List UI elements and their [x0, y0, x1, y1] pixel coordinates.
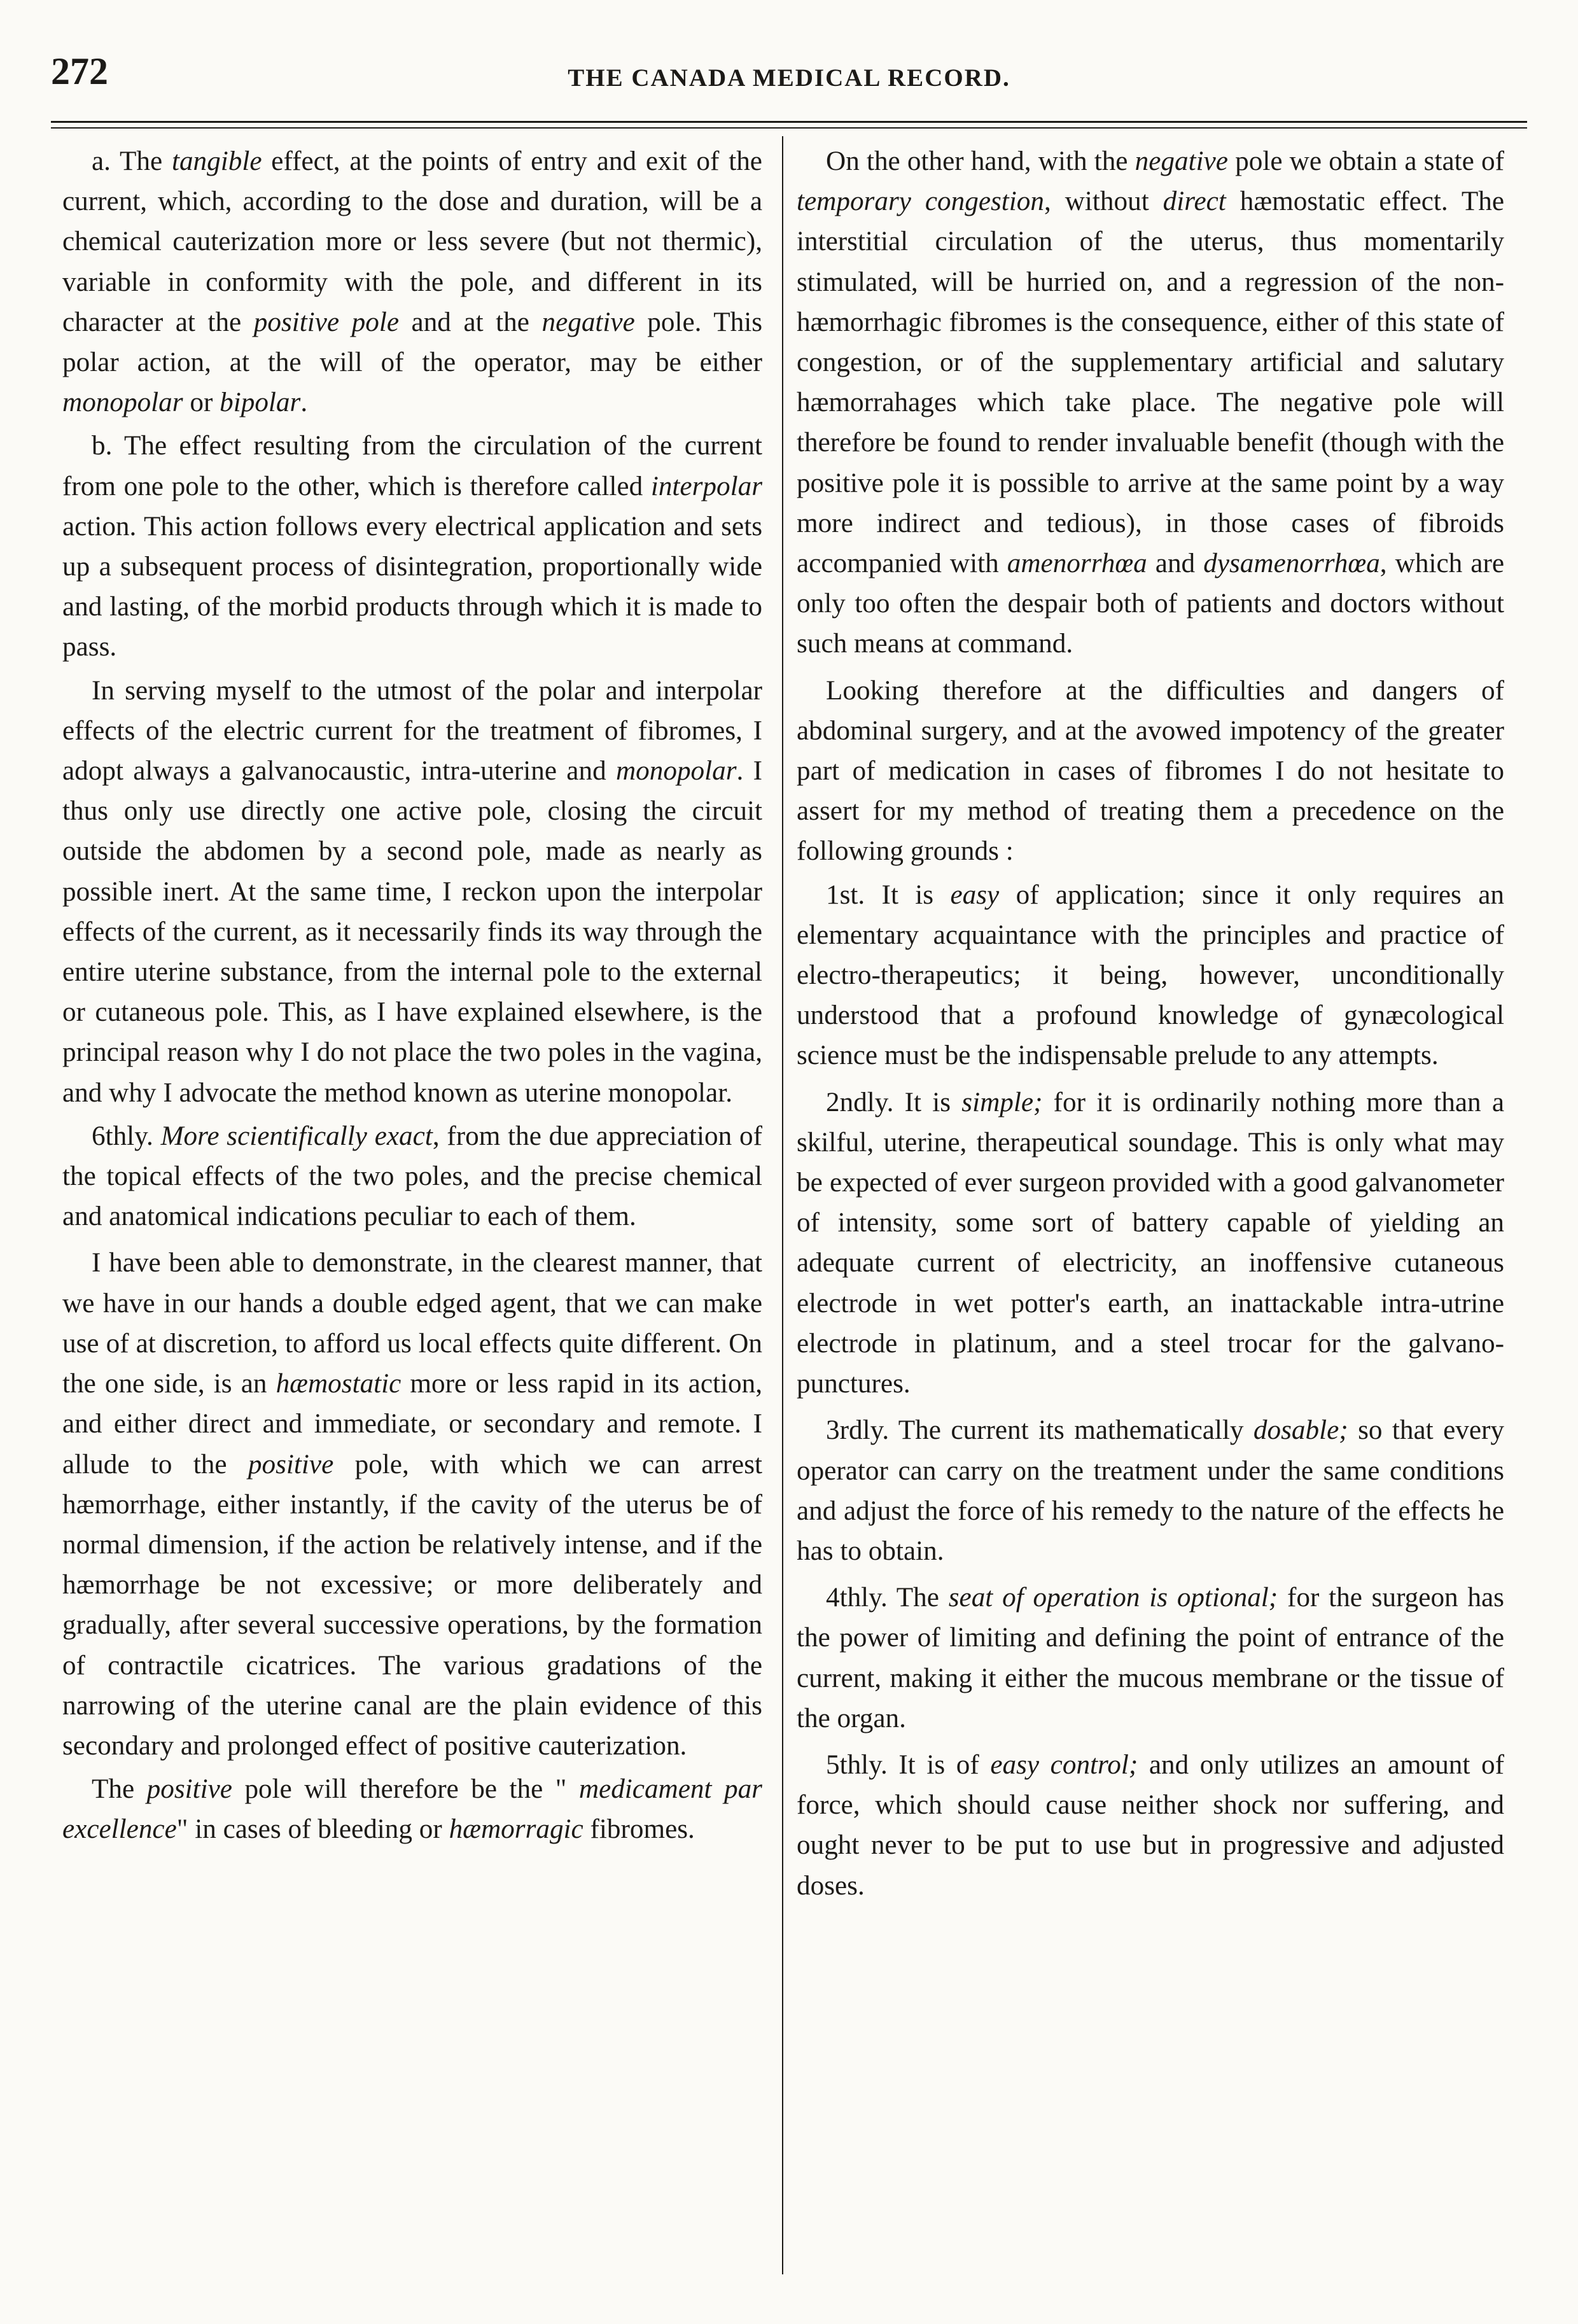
text-run: and at the	[399, 307, 542, 337]
text-run: pole. This polar action, at the will of the operator, may be either	[62, 307, 763, 378]
paragraph	[797, 141, 1504, 664]
text-run: and	[1147, 549, 1204, 579]
text-run: so that every operator can carry on the treatment under the same conditions and adjust the force of his remedy to the nature of the effects he has to obtain.	[797, 1415, 1504, 1566]
paragraph	[62, 1116, 762, 1237]
text-run: for it is ordinarily nothing more than a skilful, uterine, therapeutical soundage. This is only what may be expected of ever surgeon provided with a good galvanometer of intensity, some sort of battery capable of yielding an adequate current of electricity, an inoffensive cutaneous electrode in wet potter's earth, an inattackable intra-utrine electrode in platinum, and a steel trocar for the galvano-punctures.	[797, 1087, 1504, 1399]
text-run: " in cases of bleeding or	[176, 1814, 449, 1845]
italic-text: More scientifically exact	[160, 1121, 433, 1151]
paragraph	[62, 671, 762, 1113]
text-run: . I thus only use directly one active pole, closing the circuit outside the abdomen by a second pole, made as nearly as possible inert. At the same time, I reckon upon the interpolar effects of the current, as it necessarily finds its way through the entire uterine substance, from the internal pole to the external or cutaneous pole. This, as I have explained elsewhere, is the principal reason why I do not place the two poles in the vagina, and why I advocate the method known as uterine monopolar.	[62, 756, 762, 1108]
text-run: for the surgeon has the power of limiting and defining the point of entrance of the current, making it either the mucous membrane or the tissue of the organ.	[797, 1583, 1504, 1733]
text-run: pole we obtain a state of	[1227, 146, 1504, 176]
text-run: a. The	[92, 146, 172, 176]
text-run: of application; since it only requires an elementary acquaintance with the principles and practice of electro-therapeutics; it being, however, unconditionally understood that a profound knowledge of gynæcological science must be the indispensable prelude to any attempts.	[797, 879, 1504, 1071]
text-run: , which are only too often the despair both of patients and doctors without such means at command.	[797, 549, 1504, 659]
italic-text: monopolar	[615, 756, 737, 787]
italic-text: bipolar	[220, 388, 301, 418]
paragraph	[797, 1082, 1504, 1404]
italic-text: easy control;	[990, 1749, 1138, 1780]
italic-text: positive	[248, 1449, 334, 1480]
text-run: effect, at the points of entry and exit of the current, which, according to the dose and duration, will be a chemical cauterization more or less severe (but not thermic), variable in conformity with the pole, and different in its character at the	[62, 146, 762, 337]
italic-text: seat of operation is optional;	[948, 1583, 1278, 1613]
italic-text: interpolar	[650, 471, 762, 501]
header-rule	[51, 121, 1527, 123]
italic-text: direct	[1163, 186, 1226, 217]
text-run: and only utilizes an amount of force, which should cause neither shock nor suffering, and ought never to be put to use but in progressive and adjusted doses.	[797, 1749, 1504, 1901]
text-run: action. This action follows every electrical application and sets up a subsequent process of disintegration, proportionally wide and lasting, of the morbid products through which it is made to pass.	[62, 511, 762, 662]
text-run: more or less rapid in its action, and either direct and immediate, or secondary and remote. I allude to the	[62, 1369, 762, 1480]
header-rule-thin	[51, 127, 1527, 129]
text-run: I have been able to demonstrate, in the clearest manner, that we have in our hands a double edged agent, that we can make use of at discretion, to afford us local effects quite different. On the one side, is an	[62, 1248, 762, 1399]
page-header	[51, 50, 1527, 107]
italic-text: hæmostatic	[276, 1369, 401, 1399]
italic-text: monopolar	[62, 388, 183, 418]
text-run: In serving myself to the utmost of the polar and interpolar effects of the electric current for the treatment of fibromes, I adopt always a galvanocaustic, intra-uterine and	[62, 675, 762, 787]
italic-text: negative	[541, 307, 635, 337]
italic-text: positive	[146, 1774, 232, 1805]
italic-text: simple;	[961, 1087, 1043, 1117]
paragraph	[797, 875, 1504, 1076]
column-divider	[782, 136, 783, 2274]
italic-text: dosable;	[1253, 1415, 1348, 1446]
paragraph	[797, 1410, 1504, 1571]
paragraph	[62, 1243, 762, 1766]
italic-text: dysamenorrhœa	[1203, 549, 1380, 579]
paragraph	[62, 141, 762, 423]
paragraph	[62, 426, 762, 667]
text-run: 6thly.	[92, 1121, 161, 1151]
italic-text: negative	[1135, 146, 1228, 176]
italic-text: amenorrhœa	[1007, 549, 1147, 579]
text-run: On the other hand, with the	[826, 146, 1135, 176]
paragraph	[797, 671, 1504, 872]
paragraph	[62, 1769, 762, 1849]
italic-text: easy	[950, 879, 1000, 910]
italic-text: temporary congestion	[797, 186, 1044, 217]
italic-text: positive pole	[253, 307, 399, 337]
text-run: The	[92, 1774, 147, 1805]
text-run: or	[183, 388, 220, 418]
text-run: 2ndly. It is	[826, 1087, 962, 1117]
text-run: 4thly. The	[826, 1583, 949, 1613]
text-run: .	[300, 388, 308, 418]
text-run: Looking therefore at the difficulties and dangers of abdominal surgery, and at the avowed impotency of the greater part of medication in cases of fibromes I do not hesitate to assert for my method of treating them a precedence on the following grounds :	[797, 675, 1504, 867]
page-number: 272	[51, 50, 108, 92]
journal-title: THE CANADA MEDICAL RECORD.	[568, 64, 1010, 92]
text-run: b. The effect resulting from the circulation of the current from one pole to the other, which is therefore called	[62, 431, 762, 501]
text-run: , from the due appreciation of the topical effects of the two poles, and the precise chemical and anatomical indications peculiar to each of them.	[62, 1121, 762, 1232]
text-run: , without	[1044, 186, 1163, 217]
right-column	[797, 141, 1504, 1909]
text-run: pole, with which we can arrest hæmorrhage, either instantly, if the cavity of the uterus be of normal dimension, if the action be relatively intense, and if the hæmorrhage be not excessive; or more deliberately and gradually, after several successive operations, by the formation of contractile cicatrices. The various gradations of the narrowing of the uterine canal are the plain evidence of this secondary and prolonged effect of positive cauterization.	[62, 1449, 762, 1761]
left-column	[62, 141, 762, 1853]
italic-text: medicament par excellence	[62, 1774, 762, 1845]
text-run: 1st. It is	[826, 879, 951, 910]
paragraph	[797, 1745, 1504, 1906]
text-run: pole will therefore be the "	[232, 1774, 579, 1805]
text-run: 3rdly. The current its mathematically	[826, 1415, 1253, 1446]
text-run: 5thly. It is of	[826, 1749, 991, 1780]
italic-text: tangible	[171, 146, 262, 176]
paragraph	[797, 1578, 1504, 1739]
text-run: hæmostatic effect. The interstitial circulation of the uterus, thus momentarily stimulated, will be hurried on, and a regression of the non-hæmorrhagic fibromes is the consequence, either of this state of congestion, or of the supplementary artificial and salutary hæmorrahages which take place. The negative pole will therefore be found to render invaluable benefit (though with the positive pole it is possible to arrive at the same point by a way more indirect and tedious), in those cases of fibroids accompanied with	[797, 186, 1505, 579]
text-run: fibromes.	[583, 1814, 695, 1845]
italic-text: hæmorragic	[449, 1814, 583, 1845]
